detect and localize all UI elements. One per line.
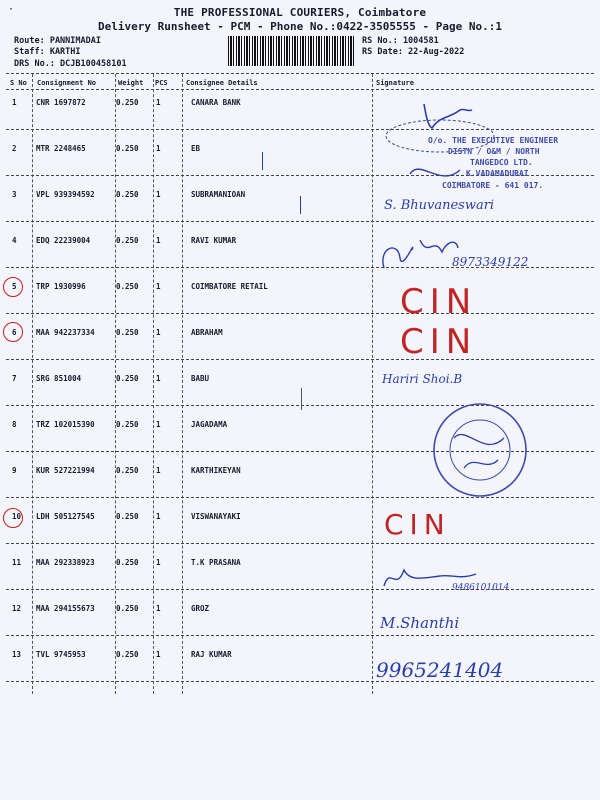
row-consignee: RAJ KUMAR [191, 650, 232, 659]
col-divider [182, 74, 183, 694]
row-pcs: 1 [156, 98, 161, 107]
row-consignment: TVL 9745953 [36, 650, 86, 659]
row-number-circle [3, 322, 23, 342]
route-field: Route: PANNIMADAI [14, 36, 101, 46]
row-consignment: KUR 527221994 [36, 466, 95, 475]
col-divider [115, 74, 116, 694]
row-sno: 10 [12, 512, 22, 521]
drs-field: DRS No.: DCJB100458101 [14, 59, 127, 69]
row-consignment: EDQ 22239004 [36, 236, 91, 245]
row-weight: 0.250 [116, 374, 139, 383]
stamp-line: O/o. THE EXECUTIVE ENGINEER [428, 136, 559, 145]
row-divider [6, 221, 594, 222]
row-pcs: 1 [156, 374, 161, 383]
row-consignee: EB [191, 144, 201, 153]
row-sno: 8 [12, 420, 17, 429]
col-divider [32, 74, 33, 694]
signature-row7: Hariri Shoi.B [382, 372, 463, 386]
pen-tick [300, 196, 301, 214]
row-pcs: 1 [156, 144, 161, 153]
row-weight: 0.250 [116, 650, 139, 659]
row-weight: 0.250 [116, 420, 139, 429]
col-header-consignment: Consignment No [37, 79, 97, 87]
signature-row3: S. Bhuvaneswari [384, 198, 495, 213]
row-divider [6, 313, 594, 314]
col-divider [153, 74, 154, 694]
row-divider [6, 681, 594, 682]
row-consignment: MAA 294155673 [36, 604, 95, 613]
row-number-circle [3, 508, 23, 528]
row-consignee: RAVI KUMAR [191, 236, 237, 245]
rs-date-field: RS Date: 22-Aug-2022 [362, 47, 465, 57]
stamp-line: K.VADAMADURAI [466, 169, 529, 178]
row-consignee: GROZ [191, 604, 210, 613]
signature-row13: 9965241404 [376, 658, 504, 682]
stamp-line: TANGEDCO LTD. [470, 158, 533, 167]
col-header-consignee: Consignee Details [186, 79, 258, 87]
row-sno: 11 [12, 558, 22, 567]
row-weight: 0.250 [116, 98, 139, 107]
row-consignment: VPL 939394592 [36, 190, 95, 199]
row-consignee: COIMBATORE RETAIL [191, 282, 268, 291]
document-title: THE PROFESSIONAL COURIERS, Coimbatore [173, 6, 427, 19]
row-consignee: VISWANAYAKI [191, 512, 241, 521]
row-consignment: MAA 292338923 [36, 558, 95, 567]
col-header-sno: S No [10, 79, 27, 87]
cin-mark-row6: CIN [400, 322, 478, 362]
stamp-line: COIMBATORE - 641 017. [442, 181, 544, 190]
row-pcs: 1 [156, 558, 161, 567]
row-sno: 9 [12, 466, 17, 475]
cin-mark-row10: CIN [384, 508, 451, 541]
row-pcs: 1 [156, 236, 161, 245]
barcode [228, 36, 356, 66]
row-consignment: MTR 2248465 [36, 144, 86, 153]
header-top-rule [6, 73, 594, 74]
row-divider [6, 543, 594, 544]
row-sno: 4 [12, 236, 17, 245]
row-consignee: ABRAHAM [191, 328, 223, 337]
row-consignee: SUBRAMANIOAN [191, 190, 246, 199]
staff-field: Staff: KARTHI [14, 47, 81, 57]
row-consignment: TRZ 102015390 [36, 420, 95, 429]
rs-number-field: RS No.: 1004581 [362, 36, 439, 46]
row-weight: 0.250 [116, 236, 139, 245]
col-header-weight: Weight [118, 79, 144, 87]
row-sno: 7 [12, 374, 17, 383]
row-pcs: 1 [156, 512, 161, 521]
row-consignment: LDH 505127545 [36, 512, 95, 521]
row-pcs: 1 [156, 328, 161, 337]
row-consignee: JAGADAMA [191, 420, 228, 429]
row-number-circle [3, 277, 23, 297]
col-divider [372, 74, 373, 694]
stamp-line: DISTN / O&M / NORTH [448, 147, 540, 156]
scan-mark: · [8, 4, 15, 15]
row-weight: 0.250 [116, 558, 139, 567]
row-pcs: 1 [156, 650, 161, 659]
row-sno: 5 [12, 282, 17, 291]
row-consignment: CNR 1697872 [36, 98, 86, 107]
row-pcs: 1 [156, 466, 161, 475]
row-consignee: BABU [191, 374, 210, 383]
row-weight: 0.250 [116, 604, 139, 613]
row-consignment: SRG 851004 [36, 374, 82, 383]
row-consignment: MAA 942237334 [36, 328, 95, 337]
row-pcs: 1 [156, 282, 161, 291]
phone-row4: 8973349122 [452, 255, 529, 269]
row-weight: 0.250 [116, 328, 139, 337]
phone-row11: 9486101014 [452, 583, 510, 593]
document-subtitle: Delivery Runsheet - PCM - Phone No.:0422-3505555 - Page No.:1 [98, 20, 502, 33]
row-divider [6, 359, 594, 360]
row-consignment: TRP 1930996 [36, 282, 86, 291]
row-sno: 13 [12, 650, 22, 659]
row-sno: 3 [12, 190, 17, 199]
pen-tick [301, 388, 302, 410]
pen-tick [262, 152, 263, 170]
signature-row12: M.Shanthi [380, 614, 460, 632]
row-consignee: CANARA BANK [191, 98, 241, 107]
company-round-stamp [424, 398, 544, 508]
row-sno: 12 [12, 604, 22, 613]
cin-mark-row5: CIN [400, 282, 478, 322]
header-bottom-rule [6, 89, 594, 90]
signature-row4 [376, 228, 496, 278]
row-consignee: KARTHIKEYAN [191, 466, 241, 475]
row-pcs: 1 [156, 420, 161, 429]
row-pcs: 1 [156, 190, 161, 199]
col-header-pcs: PCS [155, 79, 168, 87]
row-weight: 0.250 [116, 282, 139, 291]
row-sno: 1 [12, 98, 17, 107]
row-consignee: T.K PRASANA [191, 558, 241, 567]
row-weight: 0.250 [116, 190, 139, 199]
col-header-signature: Signature [376, 79, 414, 87]
row-divider [6, 635, 594, 636]
row-weight: 0.250 [116, 512, 139, 521]
row-weight: 0.250 [116, 466, 139, 475]
row-sno: 2 [12, 144, 17, 153]
row-sno: 6 [12, 328, 17, 337]
row-pcs: 1 [156, 604, 161, 613]
row-weight: 0.250 [116, 144, 139, 153]
